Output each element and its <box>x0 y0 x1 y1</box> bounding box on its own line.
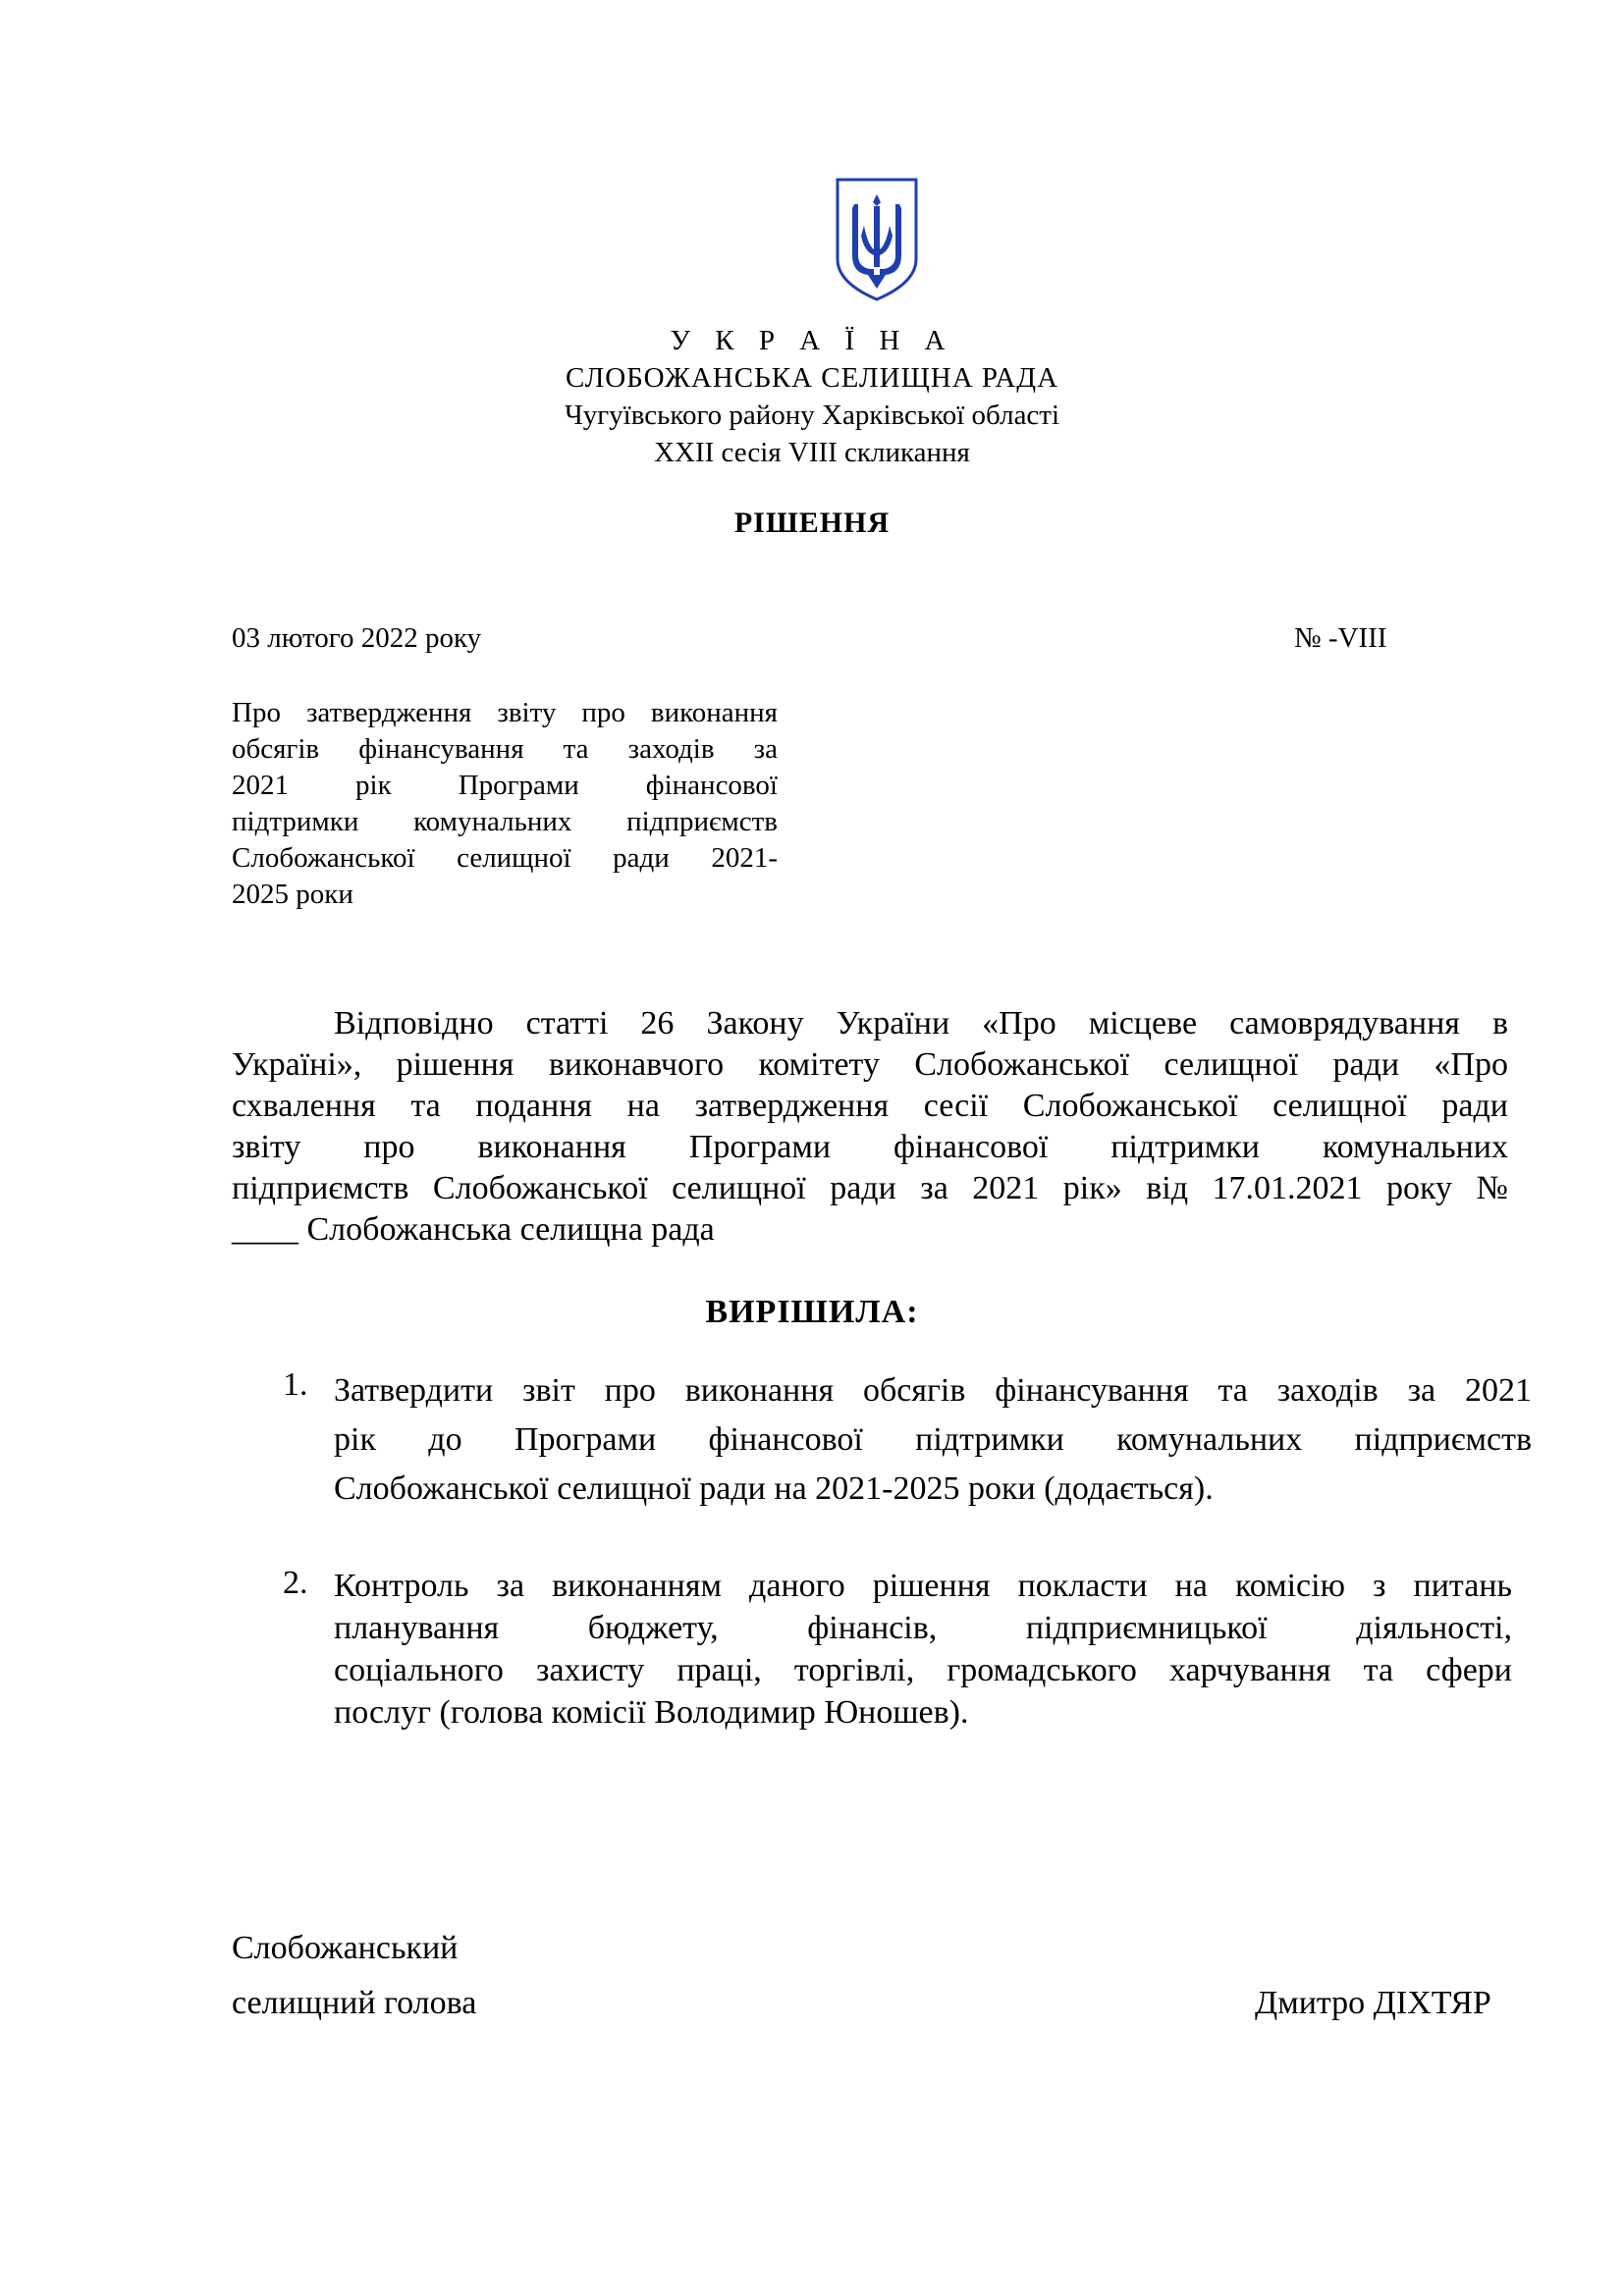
decision-item-2 <box>334 1565 1512 1734</box>
basis-line: підприємств Слобожанської селищної ради за 2021 рік» від 17.01.2021 року № <box>232 1170 1508 1206</box>
basis-line: схвалення та подання на затвердження сесії Слобожанської селищної ради <box>232 1088 1508 1124</box>
signatory-position-line: селищний голова <box>232 1985 477 2021</box>
subject-line: 2025 роки <box>232 879 353 910</box>
document-date: 03 лютого 2022 року <box>232 622 482 654</box>
subject-line: Слобожанської селищної ради 2021- <box>232 842 778 874</box>
subject-line: 2021 рік Програми фінансової <box>232 770 778 801</box>
item-line: рік до Програми фінансової підтримки комунальних підприємств <box>334 1421 1532 1458</box>
item-line: послуг (голова комісії Володимир Юношев). <box>334 1694 969 1731</box>
basis-line: ____ Слобожанська селищна рада <box>232 1211 715 1248</box>
document-title: РІШЕННЯ <box>733 507 891 539</box>
basis-line: Відповідно статті 26 Закону України «Про місцеве самоврядування в <box>334 1005 1508 1041</box>
header-session: XXII сесія VIII скликання <box>654 437 970 468</box>
item-line: соціального захисту праці, торгівлі, громадського харчування та сфери <box>334 1652 1512 1688</box>
item-line: планування бюджету, фінансів, підприємницької діяльності, <box>334 1610 1512 1646</box>
item-number: 2. <box>283 1565 308 1601</box>
signatory-position-line: Слобожанський <box>232 1930 459 1966</box>
header-district: Чугуївського району Харківської області <box>564 400 1060 431</box>
decision-subject <box>232 695 778 913</box>
subject-line: Про затвердження звіту про виконання <box>232 697 778 728</box>
item-number: 1. <box>283 1366 308 1403</box>
header-council: СЛОБОЖАНСЬКА СЕЛИЩНА РАДА <box>565 362 1059 394</box>
item-line: Слобожанської селищної ради на 2021-2025 роки (додається). <box>334 1470 1214 1507</box>
item-line: Затвердити звіт про виконання обсягів фінансування та заходів за 2021 <box>334 1372 1532 1409</box>
subject-line: підтримки комунальних підприємств <box>232 806 778 837</box>
basis-line: Україні», рішення виконавчого комітету Слобожанської селищної ради «Про <box>232 1046 1508 1083</box>
decision-item-1 <box>334 1366 1532 1514</box>
coat-of-arms-of-ukraine-icon <box>835 177 919 302</box>
item-line: Контроль за виконанням даного рішення покласти на комісію з питань <box>334 1568 1512 1604</box>
document-number: № -VIII <box>1294 622 1387 654</box>
decided-heading: ВИРІШИЛА: <box>705 1294 919 1330</box>
signatory-name: Дмитро ДІХТЯР <box>1255 1985 1491 2021</box>
basis-line: звіту про виконання Програми фінансової підтримки комунальних <box>232 1129 1508 1165</box>
subject-line: обсягів фінансування та заходів за <box>232 733 778 765</box>
basis-paragraph <box>232 1003 1508 1251</box>
header-country: У К Р А Ї Н А <box>670 325 954 356</box>
